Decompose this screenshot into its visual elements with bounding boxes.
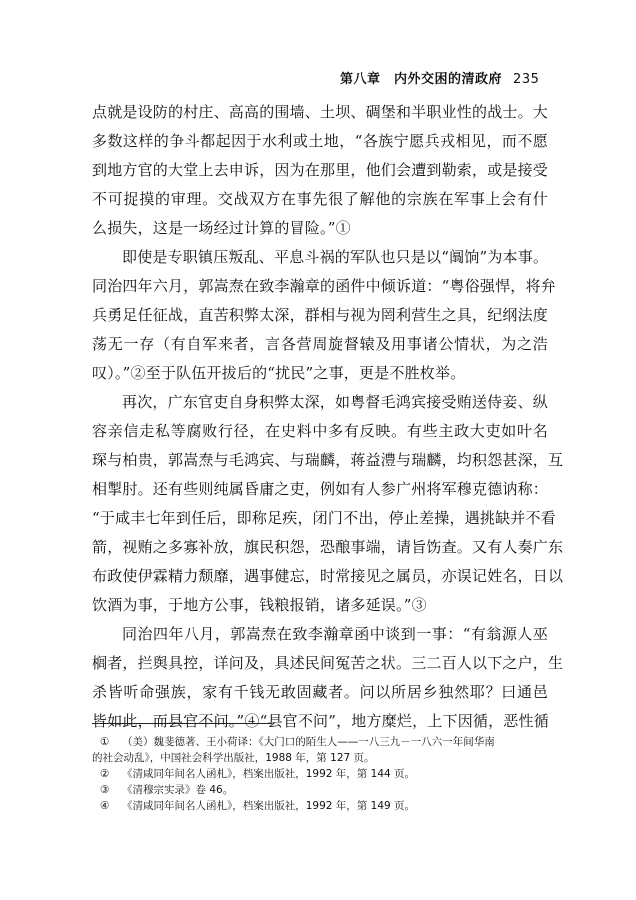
text-line: 叹）。”②至于队伍开拔后的“扰民”之事，更是不胜枚举。 [92, 364, 466, 382]
page-number: 235 [513, 72, 540, 87]
text-line: 荡无一存（有自军来者，言各营周旋督辕及用事诸公情状，为之浩 [92, 335, 548, 353]
footnote [92, 750, 548, 766]
running-header [340, 68, 600, 87]
text-line: “于咸丰七年到任后，即称足疾，闭门不出，停止差操，遇挑缺并不看 [92, 509, 556, 527]
text-line: 么损失，这是一场经过计算的冒险。”① [92, 219, 351, 237]
text-line: 不可捉摸的审理。交战双方在事先很了解他的宗族在军事上会有什 [92, 190, 548, 208]
footnote-marker: ③ [100, 784, 110, 796]
text-line: 同治四年八月，郭嵩焘在致李瀚章函中谈到一事：“有翁源人巫 [122, 625, 548, 643]
text-line: 榈者，拦舆具控，详问及，具述民间冤苦之状。三二百人以下之户，生 [92, 654, 564, 672]
text-line: 多数这样的争斗都起因于水利或土地，“各族宁愿兵戎相见，而不愿 [92, 132, 548, 150]
text-line: 再次，广东官吏自身积弊太深，如粤督毛鸿宾接受贿送侍妾、纵 [122, 393, 548, 411]
footnote-marker: ① [100, 736, 110, 748]
text-line: 相掣肘。还有些则纯属昏庸之吏，例如有人参广州将军穆克德讷称： [92, 480, 549, 498]
footnote-text: 的社会动乱》，中国社会科学出版社，1988 年，第 127 页。 [92, 752, 375, 764]
footnote [92, 766, 548, 782]
footnote-text: 《清咸同年间名人函札》，档案出版社，1992 年，第 144 页。 [122, 768, 416, 780]
footnote [92, 734, 548, 750]
footnote-divider [92, 723, 272, 724]
text-line: 杀皆听命强族，家有千钱无敢固藏者。问以所居乡独然耶？曰通邑 [92, 683, 548, 701]
chapter-title: 第八章 内外交困的清政府 [340, 72, 503, 87]
text-line: 饮酒为事，于地方公事，钱粮报销，诸多延误。”③ [92, 596, 427, 614]
footnote-text: （美）魏斐德著、王小荷译：《大门口的陌生人——一八三九－一八六一年间华南 [122, 736, 495, 748]
text-line: 皆如此，而县官不问。”④“县官不问”，地方糜烂，上下因循，恶性循 [92, 712, 549, 730]
text-line: 箭，视贿之多寡补放，旗民积怨，恐酿事端，请旨饬查。又有人奏广东 [92, 538, 564, 556]
body-text [92, 98, 564, 736]
text-line: 点就是设防的村庄、高高的围墙、土坝、碉堡和半职业性的战士。大 [92, 103, 549, 121]
footnote-marker: ② [100, 768, 110, 780]
text-line: 容亲信走私等腐败行径，在史料中多有反映。有些主政大吏如叶名 [92, 422, 548, 440]
text-line: 即使是专职镇压叛乱、平息斗祸的军队也只是以“阘饷”为本事。 [122, 248, 549, 266]
footnote [92, 798, 548, 814]
footnote-text: 《清穆宗实录》卷 46。 [122, 784, 234, 796]
text-line: 琛与柏贵，郭嵩焘与毛鸿宾、与瑞麟，蒋益澧与瑞麟，均积怨甚深，互 [92, 451, 564, 469]
footnotes [92, 734, 548, 814]
text-line: 兵勇足任征战，直苦积弊太深，群相与视为罔利营生之具，纪纲法度 [92, 306, 549, 324]
text-line: 到地方官的大堂上去申诉，因为在那里，他们会遭到勒索，或是接受 [92, 161, 549, 179]
text-line: 布政使伊霖精力颓靡，遇事健忘，时常接见之属员，亦误记姓名，日以 [92, 567, 564, 585]
footnote-text: 《清咸同年间名人函札》，档案出版社，1992 年，第 149 页。 [122, 800, 416, 812]
footnote [92, 782, 548, 798]
footnote-marker: ④ [100, 800, 110, 812]
text-line: 同治四年六月，郭嵩焘在致李瀚章的函件中倾诉道：“粤俗强悍，将弁 [92, 277, 556, 295]
